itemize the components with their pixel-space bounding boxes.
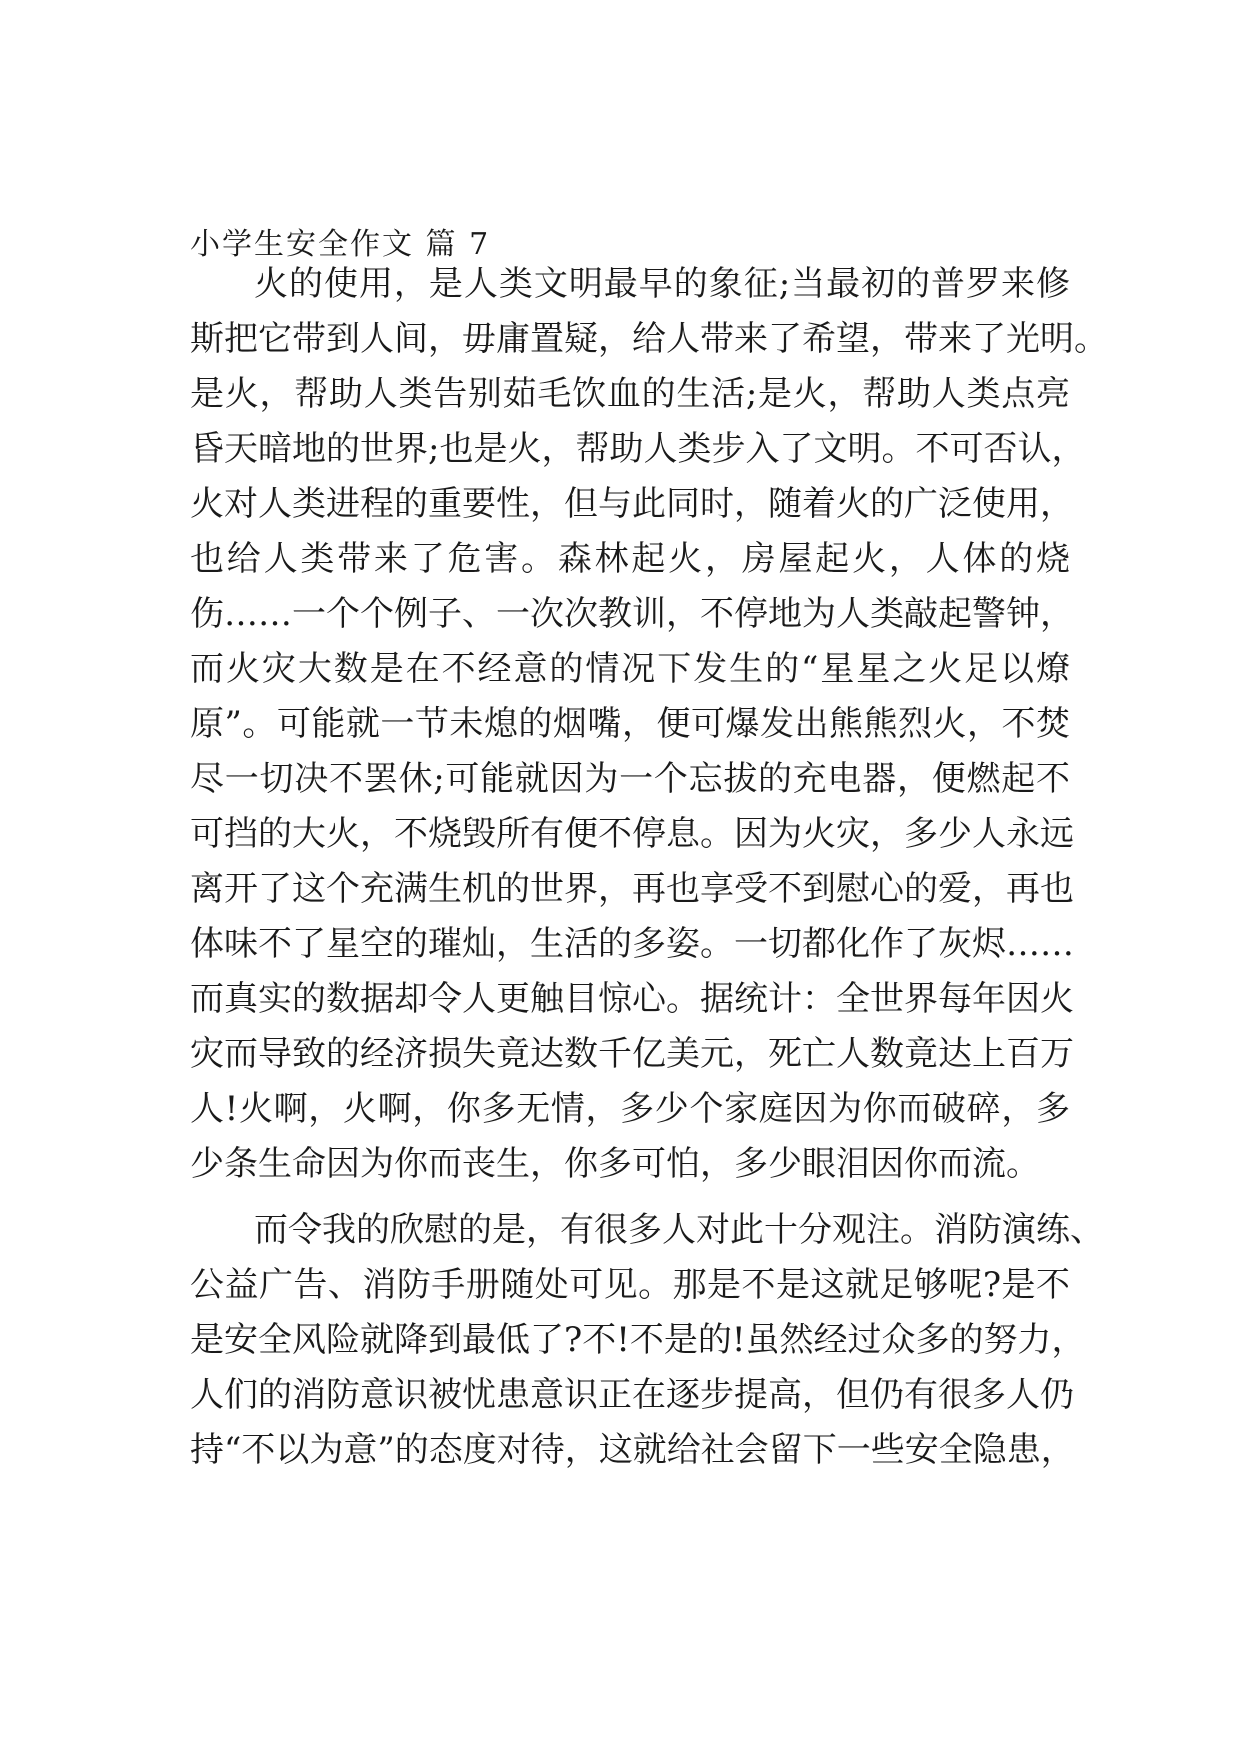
paragraph-1-line: 火对人类进程的重要性，但与此同时，随着火的广泛使用， (190, 484, 1074, 524)
paragraph-1-line: 而真实的数据却令人更触目惊心。据统计：全世界每年因火 (190, 979, 1074, 1019)
essay-title: 小学生安全作文 篇 7 (190, 227, 491, 262)
paragraph-1-line: 斯把它带到人间，毋庸置疑，给人带来了希望，带来了光明。 (190, 319, 1108, 359)
paragraph-1-line: 可挡的大火，不烧毁所有便不停息。因为火灾，多少人永远 (190, 814, 1074, 854)
paragraph-1-line: 原”。可能就一节未熄的烟嘴，便可爆发出熊熊烈火，不焚 (190, 704, 1070, 744)
paragraph-1-line: 是火，帮助人类告别茹毛饮血的生活;是火，帮助人类点亮 (190, 374, 1070, 414)
paragraph-1-line: 尽一切决不罢休;可能就因为一个忘拔的充电器，便燃起不 (190, 759, 1070, 799)
paragraph-1-line: 少条生命因为你而丧生，你多可怕，多少眼泪因你而流。 (190, 1144, 1040, 1184)
paragraph-1-line: 伤……一个个例子、一次次教训，不停地为人类敲起警钟， (190, 594, 1074, 634)
paragraph-1-line: 人!火啊，火啊，你多无情，多少个家庭因为你而破碎，多 (190, 1089, 1070, 1129)
paragraph-2-line: 是安全风险就降到最低了?不!不是的!虽然经过众多的努力， (190, 1320, 1086, 1360)
paragraph-1-line: 灾而导致的经济损失竟达数千亿美元，死亡人数竟达上百万 (190, 1034, 1074, 1074)
paragraph-1-line: 昏天暗地的世界;也是火，帮助人类步入了文明。不可否认， (190, 429, 1086, 469)
paragraph-1-line: 也给人类带来了危害。森林起火，房屋起火，人体的烧 (190, 539, 1070, 579)
paragraph-2-line: 而令我的欣慰的是，有很多人对此十分观注。消防演练、 (254, 1210, 1104, 1250)
paragraph-1-line: 而火灾大数是在不经意的情况下发生的“星星之火足以燎 (190, 649, 1070, 689)
paragraph-1-line: 火的使用，是人类文明最早的象征;当最初的普罗来修 (254, 264, 1070, 304)
paragraph-1-line: 离开了这个充满生机的世界，再也享受不到慰心的爱，再也 (190, 869, 1074, 909)
paragraph-2-line: 人们的消防意识被忧患意识正在逐步提高，但仍有很多人仍 (190, 1375, 1074, 1415)
paragraph-1-line: 体味不了星空的璀灿，生活的多姿。一切都化作了灰烬…… (190, 924, 1074, 964)
paragraph-2-line: 公益广告、消防手册随处可见。那是不是这就足够呢?是不 (190, 1265, 1070, 1305)
paragraph-2-line: 持“不以为意”的态度对待，这就给社会留下一些安全隐患， (190, 1430, 1075, 1470)
